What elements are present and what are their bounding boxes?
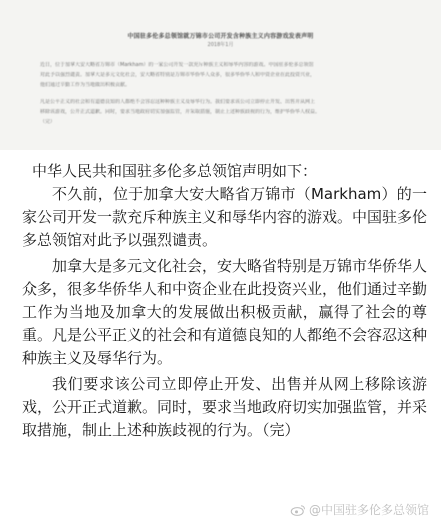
scan-text-line: 他们通过辛勤工作为当地做出积极贡献。	[40, 82, 131, 88]
statement-paragraph: 加拿大是多元文化社会，安大略省特别是万锦市华侨华人众多，很多华侨华人和中资企业在此投资兴业，他们通过辛勤工作为当地及加拿大的发展做出积极贡献，赢得了社会的尊重。凡是公平正义的社会和有道德良知的人都绝不会容忍这种种族主义及辱华行为。	[22, 257, 428, 367]
scan-text-line: 对此予以强烈谴责。加拿大是多元文化社会，安大略省特别是万锦市华侨华人众多，很多华侨华人和中资企业在此投资兴业，	[40, 72, 316, 78]
scan-text-line: （完）	[40, 119, 56, 125]
scan-date: 2018年1月	[207, 42, 234, 48]
statement-heading: 中华人民共和国驻多伦多总领馆声明如下：	[32, 162, 318, 180]
statement-body	[22, 160, 427, 445]
scan-title: 中国驻多伦多总领馆就万锦市公司开发含种族主义内容游戏发表声明	[127, 33, 314, 40]
scan-text-line: 近日，位于加拿大安大略省万锦市（Markham）的一家公司开发一款充斥种族主义和辱华内容的游戏。中国驻多伦多总领馆	[40, 62, 314, 68]
statement-paragraph: 不久前，位于加拿大安大略省万锦市（Markham）的一家公司开发一款充斥种族主义和辱华内容的游戏。中国驻多伦多总领馆对此予以强烈谴责。	[22, 185, 428, 249]
scanned-document-image	[0, 0, 441, 150]
weibo-icon	[290, 504, 306, 516]
watermark	[290, 501, 429, 518]
watermark-text: @中国驻多伦多总领馆	[308, 503, 429, 517]
scan-text-line: 移除该游戏，公开正式道歉。同时，要求当地政府切实加强监管，并采取措施，制止上述种族歧视的行为，维护华侨华人权益。	[40, 109, 321, 115]
scan-text-line: 凡是公平正义的社会和有道德良知的人都绝不会容忍这种种族主义及辱华行为。我们要求该公司立即停止开发、出售并从网上	[40, 99, 316, 105]
statement-paragraph: 我们要求该公司立即停止开发、出售并从网上移除该游戏，公开正式道歉。同时，要求当地政府切实加强监管，并采取措施，制止上述种族歧视的行为。（完）	[22, 375, 428, 439]
